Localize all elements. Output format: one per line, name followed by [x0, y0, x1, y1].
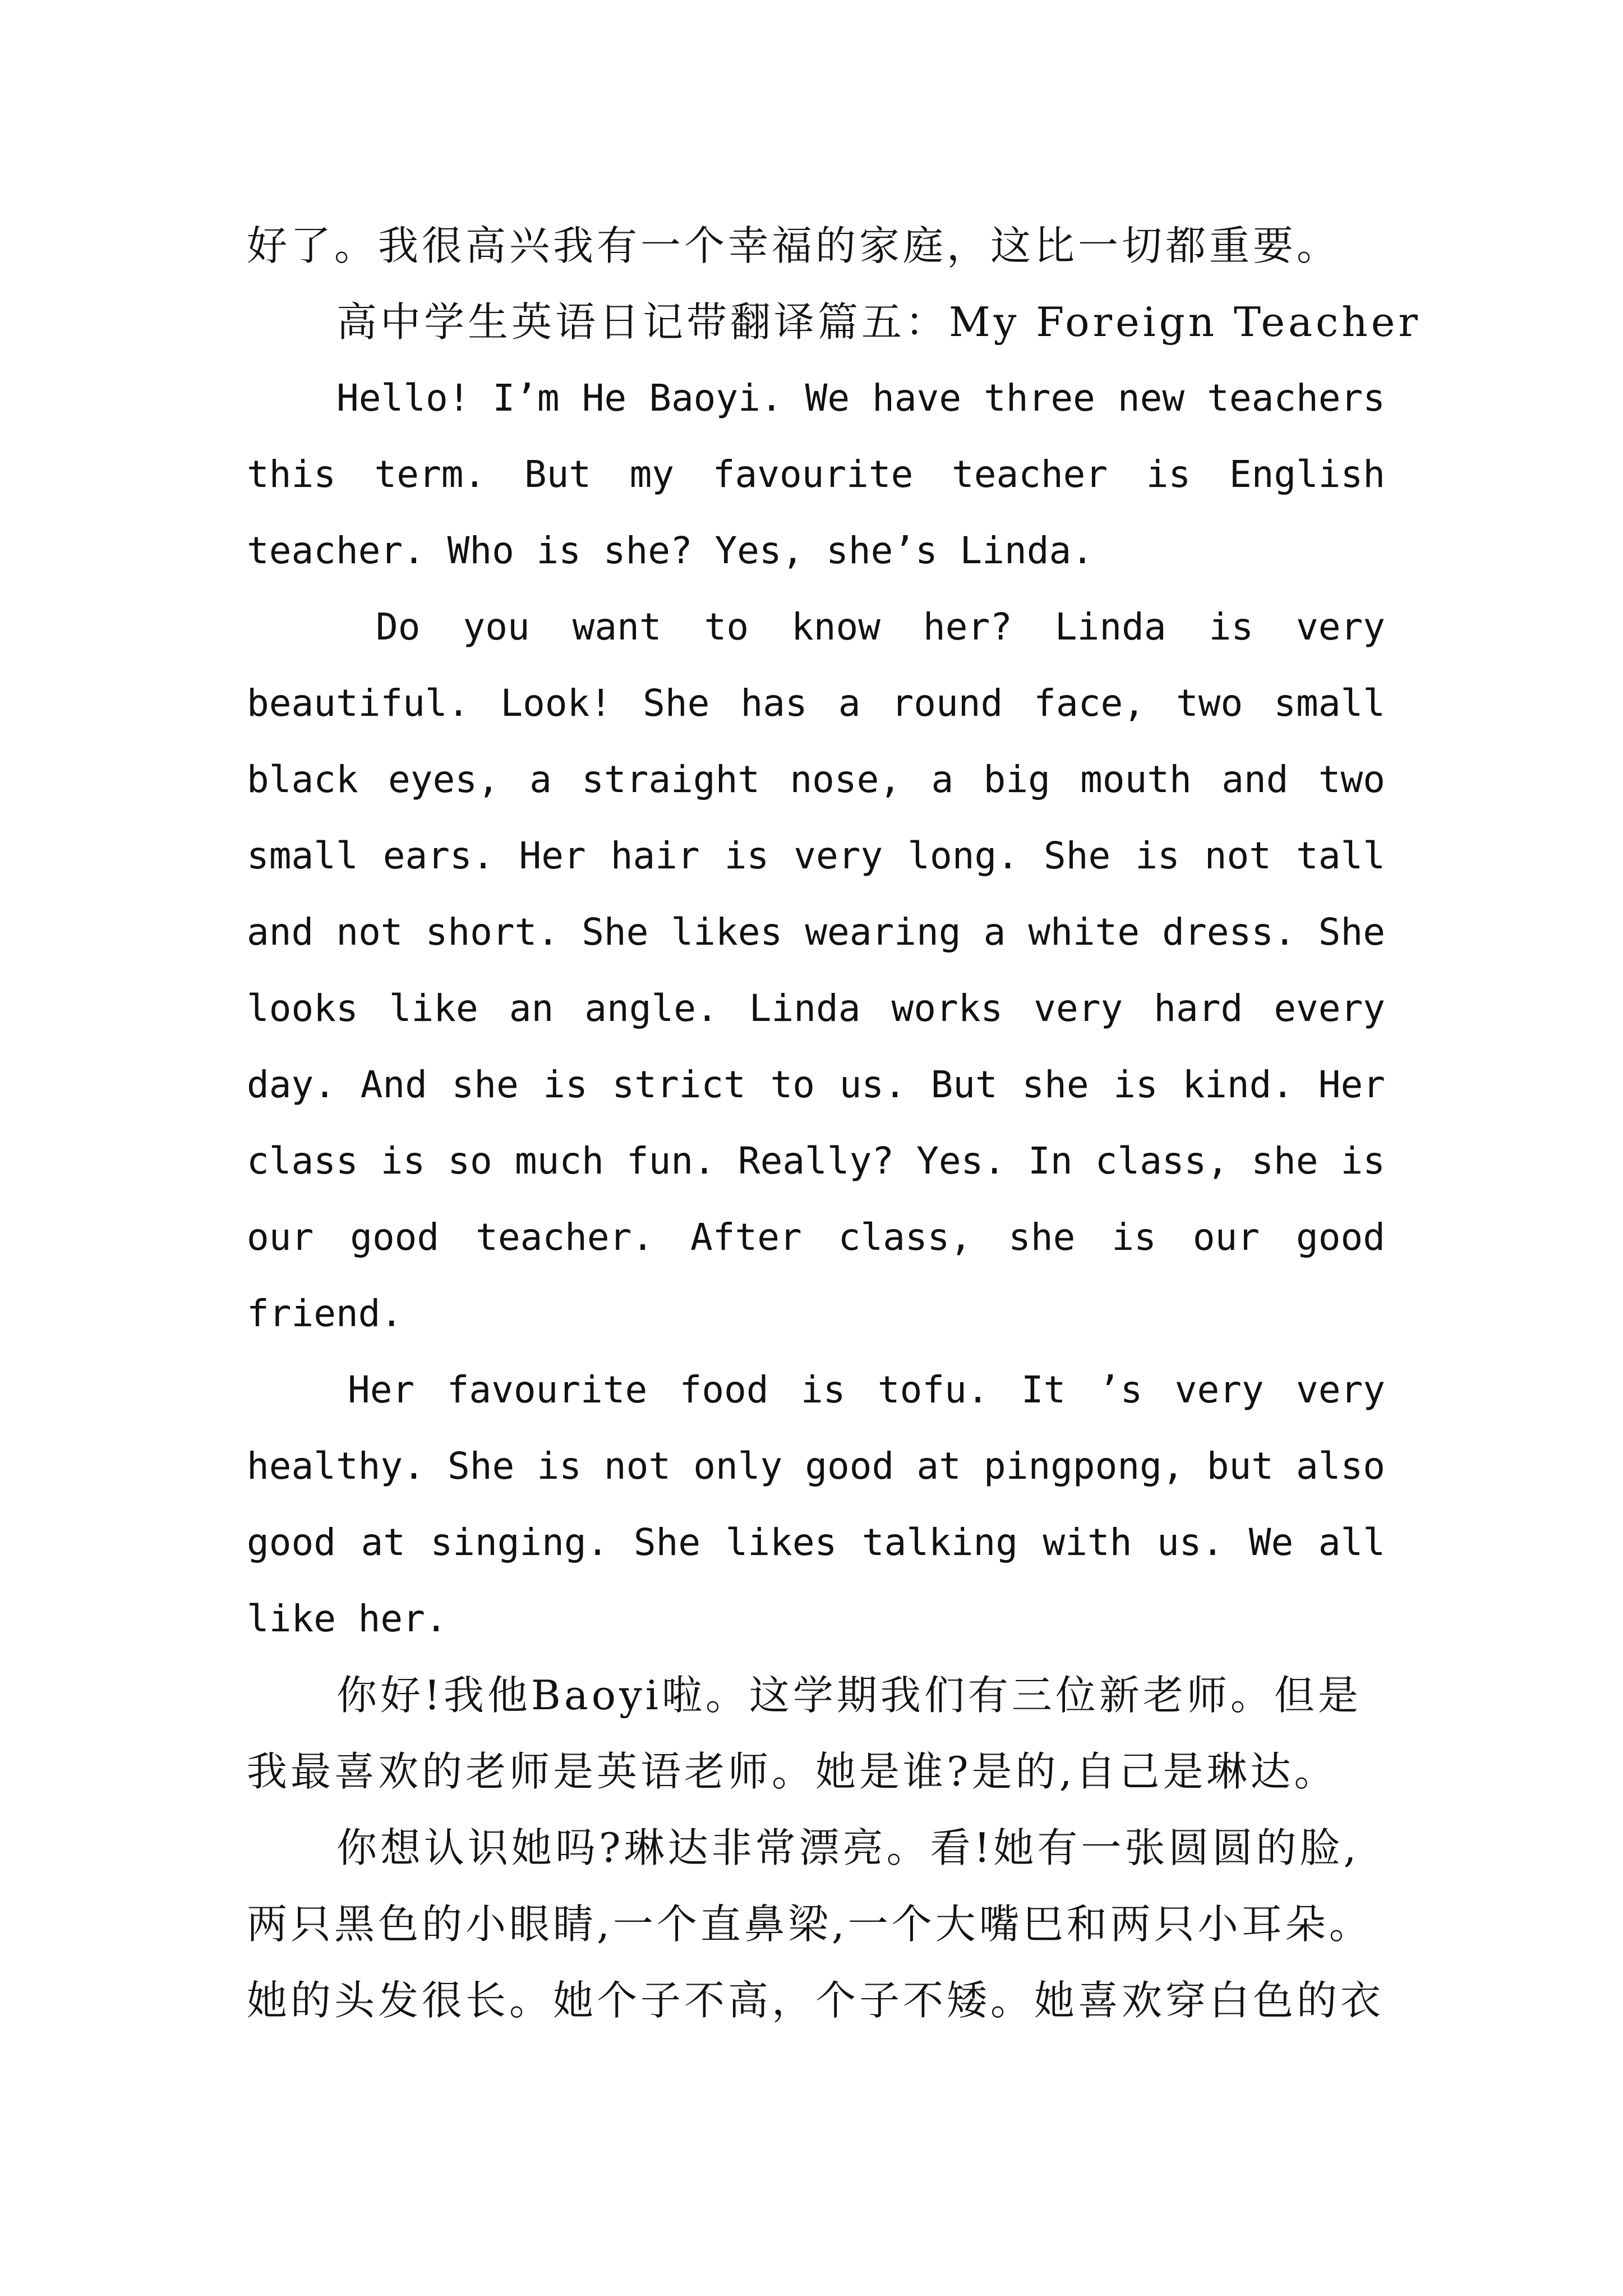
text-line-23: 两只黑色的小眼睛,一个直鼻梁,一个大嘴巴和两只小耳朵。: [247, 1901, 1373, 1948]
text-line-8: black eyes, a straight nose, a big mouth and two: [247, 758, 1385, 801]
text-line-1: 好了。我很高兴我有一个幸福的家庭，这比一切都重要。: [247, 222, 1341, 269]
text-line-21: 我最喜欢的老师是英语老师。她是谁?是的,自己是琳达。: [247, 1748, 1338, 1795]
text-line-24: 她的头发很长。她个子不高，个子不矮。她喜欢穿白色的衣: [247, 1977, 1385, 2024]
section-heading: 高中学生英语日记带翻译篇五：My Foreign Teacher: [336, 298, 1421, 346]
text-line-19: like her.: [247, 1597, 448, 1640]
text-line-14: our good teacher. After class, she is our good: [247, 1216, 1385, 1259]
text-line-7: beautiful. Look! She has a round face, two small: [247, 682, 1385, 725]
text-line-5: teacher. Who is she? Yes, she’s Linda.: [247, 529, 1094, 572]
text-line-10: and not short. She likes wearing a white dress. She: [247, 910, 1385, 954]
text-line-6: Do you want to know her? Linda is very: [376, 605, 1385, 648]
text-line-13: class is so much fun. Really? Yes. In class, she is: [247, 1139, 1385, 1182]
text-line-18: good at singing. She likes talking with us. We all: [247, 1521, 1385, 1564]
text-line-22: 你想认识她吗?琳达非常漂亮。看!她有一张圆圆的脸,: [336, 1824, 1360, 1871]
text-line-9: small ears. Her hair is very long. She is not tall: [247, 834, 1385, 877]
text-line-12: day. And she is strict to us. But she is kind. Her: [247, 1063, 1385, 1106]
text-line-3: Hello! I’m He Baoyi. We have three new teachers: [336, 376, 1385, 420]
text-line-11: looks like an angle. Linda works very hard every: [247, 987, 1385, 1030]
text-line-4: this term. But my favourite teacher is English: [247, 453, 1385, 496]
text-line-15: friend.: [247, 1292, 403, 1335]
text-line-16: Her favourite food is tofu. It ’s very very: [348, 1368, 1385, 1411]
text-line-17: healthy. She is not only good at pingpong, but also: [247, 1444, 1385, 1488]
text-line-20: 你好!我他Baoyi啦。这学期我们有三位新老师。但是: [336, 1672, 1362, 1719]
